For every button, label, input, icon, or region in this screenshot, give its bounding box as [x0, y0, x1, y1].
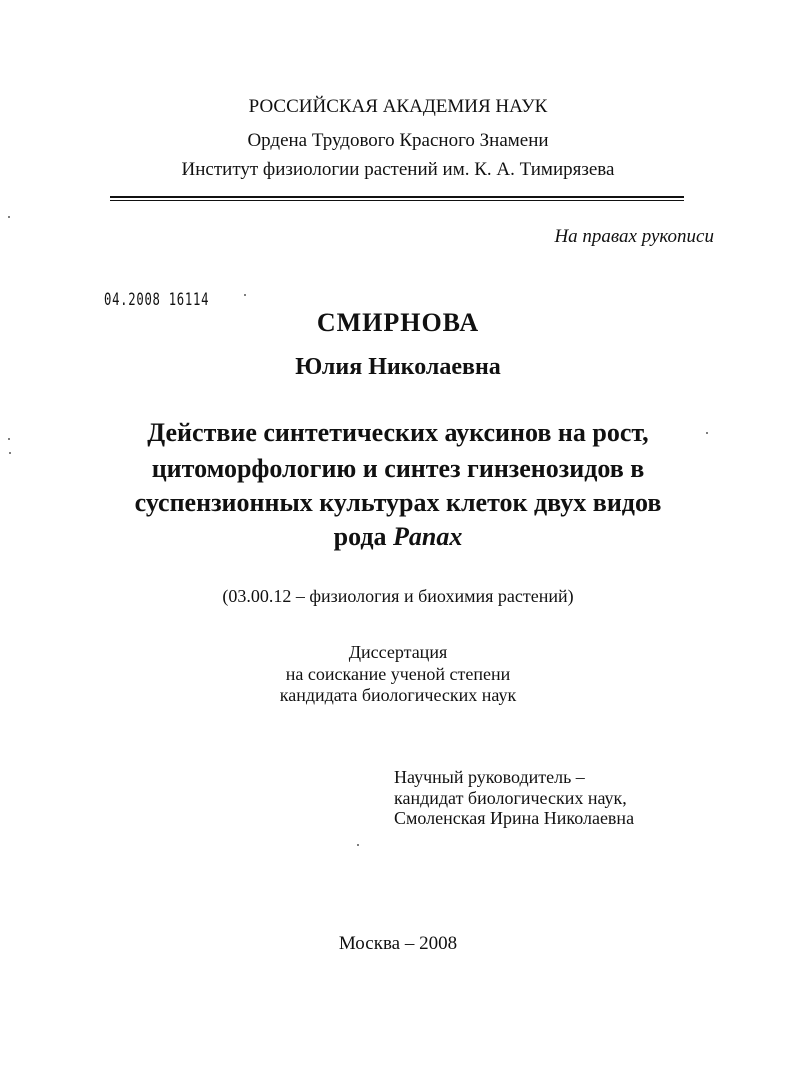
institute-name: Институт физиологии растений им. К. А. Тимирязева — [181, 159, 615, 180]
thesis-line-2: на соискание ученой степени — [285, 664, 511, 684]
archive-stamp: 04.2008 16114 — [104, 290, 210, 310]
scan-speck — [706, 432, 708, 434]
title-line-4-prefix: рода — [333, 522, 387, 551]
supervisor-line-3: Смоленская Ирина Николаевна — [394, 808, 635, 828]
scan-speck — [244, 294, 246, 296]
title-line-1: Действие синтетических ауксинов на рост, — [147, 418, 649, 447]
thesis-line-3: кандидата биологических наук — [279, 685, 517, 705]
author-given-names: Юлия Николаевна — [295, 354, 501, 380]
title-line-2: цитоморфологию и синтез гинзенозидов в — [151, 454, 645, 483]
thesis-line-1: Диссертация — [348, 642, 448, 662]
scan-speck — [8, 438, 10, 440]
city-year: Москва – 2008 — [338, 933, 458, 954]
header-divider — [110, 196, 684, 198]
academy-name: РОССИЙСКАЯ АКАДЕМИЯ НАУК — [248, 96, 548, 117]
rights-notice: На правах рукописи — [554, 226, 714, 247]
specialty-code: (03.00.12 – физиология и биохимия растений) — [222, 586, 574, 606]
order-name: Ордена Трудового Красного Знамени — [247, 130, 549, 151]
supervisor-line-2: кандидат биологических наук, — [394, 788, 627, 808]
author-surname: СМИРНОВА — [316, 308, 480, 337]
supervisor-line-1: Научный руководитель – — [394, 767, 585, 787]
title-line-4 — [0, 522, 796, 552]
title-line-3: суспензионных культурах клеток двух видов — [134, 488, 662, 517]
scan-speck — [357, 844, 359, 846]
header-divider-thin — [110, 200, 684, 201]
title-genus: Panax — [393, 522, 463, 551]
scan-speck — [8, 216, 10, 218]
scan-speck — [9, 452, 11, 454]
